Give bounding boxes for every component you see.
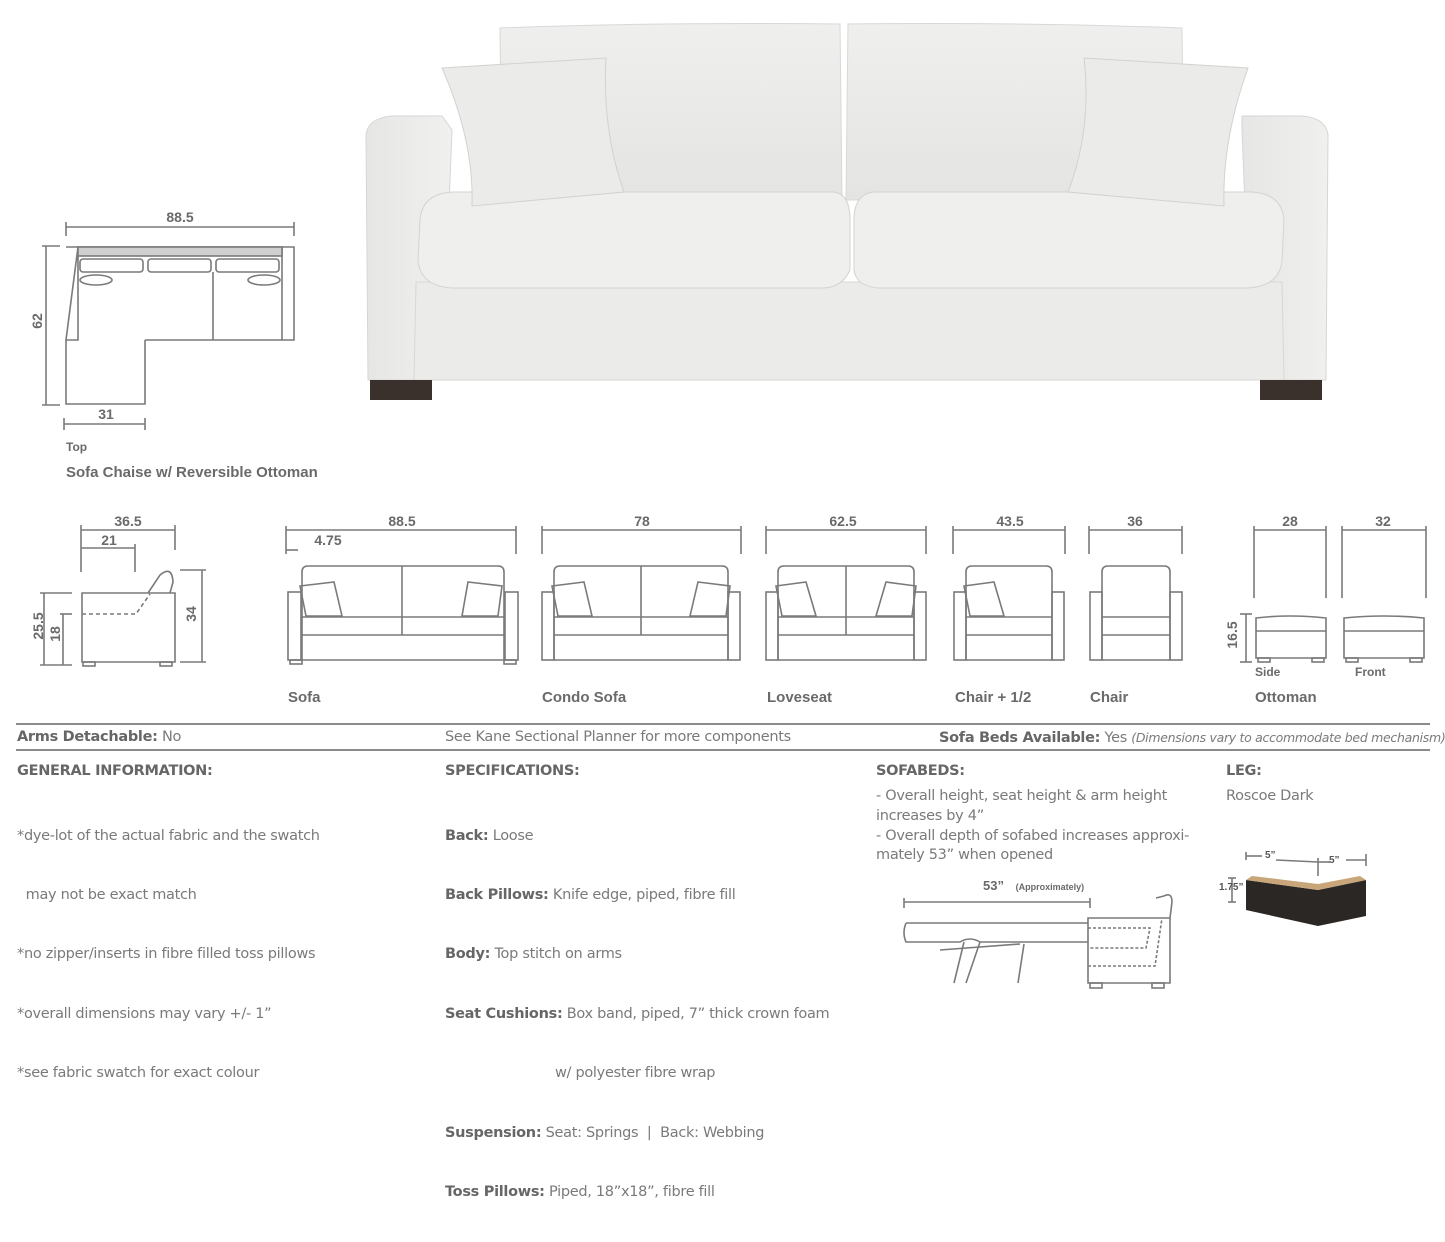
sofabeds-notes: - Overall height, seat height & arm height increases by 4” - Overall depth of sofabed increases approxi- mately 53” when opened xyxy=(876,788,1190,864)
sofa-beds-label: Sofa Beds Available: xyxy=(939,730,1101,746)
chair-and-half-front-drawing xyxy=(950,520,1070,670)
sofabed-open-diagram xyxy=(900,888,1190,988)
chaise-width-dim: 31 xyxy=(98,406,114,422)
leg-dim-a: 5” xyxy=(1265,850,1276,861)
chair-and-half-label: Chair + 1/2 xyxy=(955,689,1032,706)
spec-row-body: Body: Top stitch on arms xyxy=(445,946,622,963)
hero-sofa-image xyxy=(362,20,1334,405)
arms-detachable-label: Arms Detachable: xyxy=(17,729,158,745)
spec-row-toss-pillows: Toss Pillows: Piped, 18”x18”, fibre fill xyxy=(445,1183,715,1200)
general-information-list xyxy=(17,787,320,1124)
sofa-photo-illustration xyxy=(362,20,1334,405)
chair-front-drawing xyxy=(1086,520,1186,670)
sofa-beds-available xyxy=(939,728,1445,749)
spec-row-back: Back: Loose xyxy=(445,827,534,844)
general-info-line: *dye-lot of the actual fabric and the swatch xyxy=(17,827,320,844)
general-info-line: *no zipper/inserts in fibre filled toss pillows xyxy=(17,946,316,963)
chair-and-half-width-dim: 43.5 xyxy=(996,513,1024,529)
sofa-leg-right xyxy=(1260,380,1322,400)
arm-height-dim: 25.5 xyxy=(30,612,46,640)
side-profile-drawing xyxy=(20,510,250,680)
sofa-arm-width-dim: 4.75 xyxy=(314,532,342,548)
top-depth-dim: 62 xyxy=(29,313,45,329)
general-info-line: may not be exact match xyxy=(17,886,197,903)
top-view-label: Top xyxy=(66,440,88,454)
leg-dim-b: 5” xyxy=(1329,855,1340,866)
top-view-title: Sofa Chaise w/ Reversible Ottoman xyxy=(66,464,318,481)
spec-row-seat-cushions-cont: w/ polyester fibre wrap xyxy=(555,1065,716,1082)
loveseat-front-drawing xyxy=(764,520,934,670)
sofabeds-heading: SOFABEDS: xyxy=(876,763,965,779)
leg-dim-h: 1.75” xyxy=(1219,882,1244,893)
ottoman-side-front-drawing xyxy=(1222,520,1432,670)
ottoman-front-label: Front xyxy=(1355,665,1386,679)
specifications-list xyxy=(445,787,829,1242)
sofabed-dim-label: 53” (Approximately) xyxy=(983,878,1085,893)
divider-top xyxy=(16,723,1430,725)
sectional-planner-note: See Kane Sectional Planner for more components xyxy=(445,729,791,745)
loveseat-label: Loveseat xyxy=(767,689,833,706)
spec-row-back-pillows: Back Pillows: Knife edge, piped, fibre fill xyxy=(445,886,736,903)
general-info-line: *see fabric swatch for exact colour xyxy=(17,1065,260,1082)
sectional-top-view-drawing xyxy=(0,200,350,460)
ottoman-label: Ottoman xyxy=(1255,689,1317,706)
ottoman-front-width-dim: 32 xyxy=(1375,513,1391,529)
sofa-width-dim: 88.5 xyxy=(388,513,416,529)
arms-detachable-value: No xyxy=(161,729,182,745)
condo-sofa-width-dim: 78 xyxy=(634,513,650,529)
side-depth-dim: 36.5 xyxy=(114,513,142,529)
leg-finish: Roscoe Dark xyxy=(1226,788,1314,804)
specifications-heading: SPECIFICATIONS: xyxy=(445,763,580,779)
arms-detachable xyxy=(17,728,181,748)
condo-sofa-front-drawing xyxy=(540,520,750,670)
divider-bottom xyxy=(16,749,1430,751)
leg-heading: LEG: xyxy=(1226,763,1262,779)
seat-depth-dim: 21 xyxy=(101,532,117,548)
sofa-leg-left xyxy=(370,380,432,400)
spec-row-suspension: Suspension: Seat: Springs | Back: Webbing xyxy=(445,1124,765,1141)
general-info-line: *overall dimensions may vary +/- 1” xyxy=(17,1005,272,1022)
seat-height-dim: 18 xyxy=(47,626,63,642)
ottoman-side-width-dim: 28 xyxy=(1282,513,1298,529)
sofa-label: Sofa xyxy=(288,689,321,706)
sofa-beds-note: (Dimensions vary to accommodate bed mechanism) xyxy=(1131,730,1445,745)
ottoman-side-label: Side xyxy=(1255,665,1281,679)
spec-row-seat-cushions: Seat Cushions: Box band, piped, 7” thick crown foam xyxy=(445,1005,830,1022)
chair-width-dim: 36 xyxy=(1127,513,1143,529)
sofa-beds-value: Yes xyxy=(1104,730,1127,746)
overall-height-dim: 34 xyxy=(183,606,199,622)
chair-label: Chair xyxy=(1090,689,1129,706)
top-width-dim: 88.5 xyxy=(166,209,194,225)
condo-sofa-label: Condo Sofa xyxy=(542,689,627,706)
general-information-heading: GENERAL INFORMATION: xyxy=(17,763,213,779)
ottoman-height-dim: 16.5 xyxy=(1224,621,1240,649)
loveseat-width-dim: 62.5 xyxy=(829,513,857,529)
